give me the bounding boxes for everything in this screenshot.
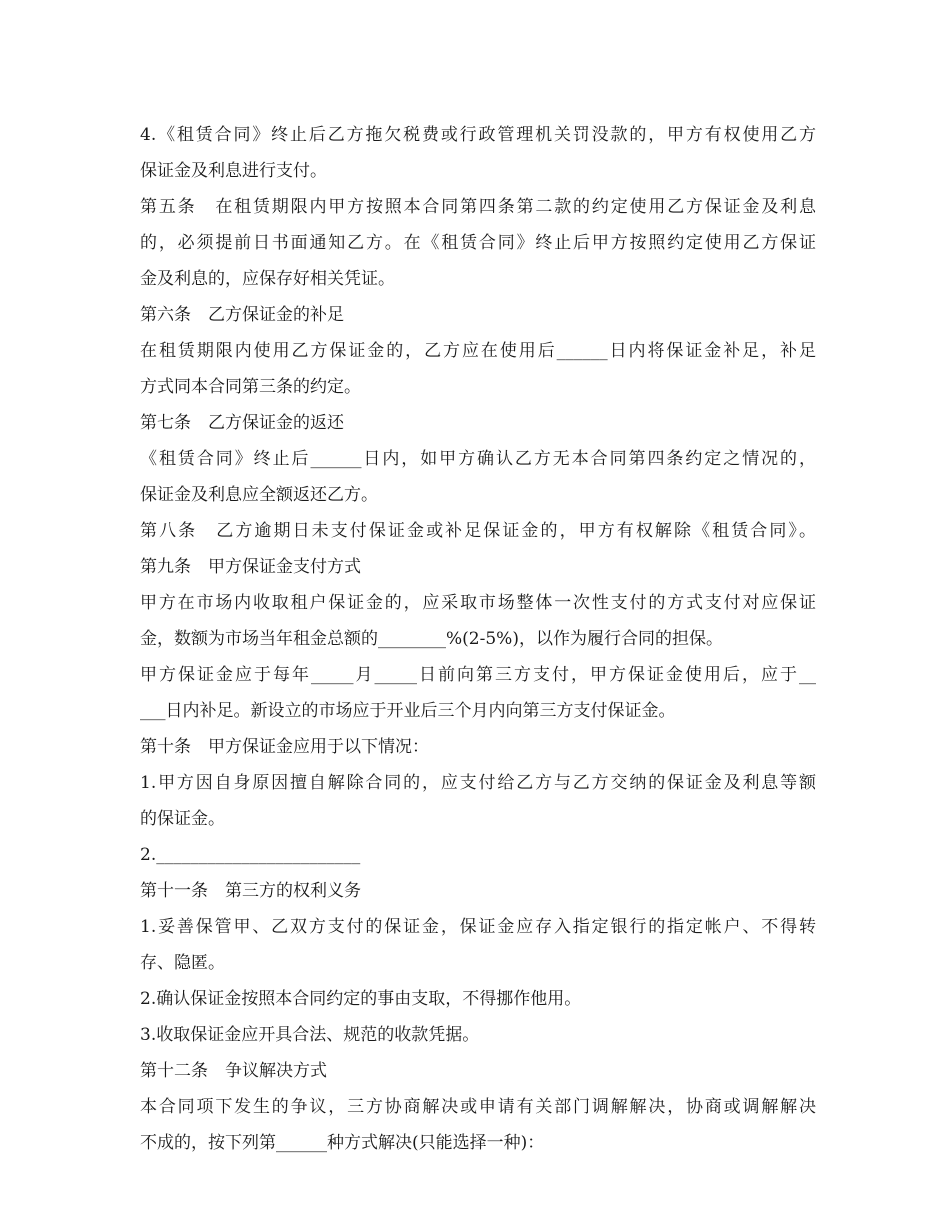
text-line: 保证金及利息应全额返还乙方。 xyxy=(140,485,378,505)
text-line: 甲方保证金应于每年_____月_____日前向第三方支付，甲方保证金使用后，应于__ xyxy=(140,665,816,685)
contract-text-body xyxy=(140,117,816,1161)
text-line: 1.甲方因自身原因擅自解除合同的，应支付给乙方与乙方交纳的保证金及利息等额 xyxy=(140,773,816,793)
article-10-heading: 第十条 甲方保证金应用于以下情况： xyxy=(140,737,429,757)
article-5-heading: 第五条 在租赁期限内甲方按照本合同第四条第二款的约定使用乙方保证金及利息 xyxy=(140,197,816,217)
blank-fill-line: 2.________________________ xyxy=(140,845,361,865)
text-line: ___日内补足。新设立的市场应于开业后三个月内向第三方支付保证金。 xyxy=(140,701,676,721)
article-12-heading: 第十二条 争议解决方式 xyxy=(140,1061,327,1081)
text-line: 3.收取保证金应开具合法、规范的收款凭据。 xyxy=(140,1025,480,1045)
text-line: 4.《租赁合同》终止后乙方拖欠税费或行政管理机关罚没款的，甲方有权使用乙方 xyxy=(140,125,816,145)
text-line: 金，数额为市场当年租金总额的________%(2-5%)，以作为履行合同的担保。 xyxy=(140,629,723,649)
text-line: 金及利息的，应保存好相关凭证。 xyxy=(140,269,395,289)
text-line: 《租赁合同》终止后______日内，如甲方确认乙方无本合同第四条约定之情况的， xyxy=(140,449,816,469)
text-line: 存、隐匿。 xyxy=(140,953,225,973)
article-7-heading: 第七条 乙方保证金的返还 xyxy=(140,413,344,433)
text-line: 的保证金。 xyxy=(140,809,225,829)
text-line: 方式同本合同第三条的约定。 xyxy=(140,377,361,397)
article-6-heading: 第六条 乙方保证金的补足 xyxy=(140,305,344,325)
article-9-heading: 第九条 甲方保证金支付方式 xyxy=(140,557,361,577)
article-8-heading: 第八条 乙方逾期日未支付保证金或补足保证金的，甲方有权解除《租赁合同》。 xyxy=(140,521,816,541)
article-11-heading: 第十一条 第三方的权利义务 xyxy=(140,881,361,901)
text-line: 甲方在市场内收取租户保证金的，应采取市场整体一次性支付的方式支付对应保证 xyxy=(140,593,816,613)
text-line: 的，必须提前日书面通知乙方。在《租赁合同》终止后甲方按照约定使用乙方保证 xyxy=(140,233,816,253)
text-line: 1.妥善保管甲、乙双方支付的保证金，保证金应存入指定银行的指定帐户、不得转 xyxy=(140,917,816,937)
text-line: 在租赁期限内使用乙方保证金的，乙方应在使用后______日内将保证金补足，补足 xyxy=(140,341,816,361)
text-line: 本合同项下发生的争议，三方协商解决或申请有关部门调解解决，协商或调解解决 xyxy=(140,1097,816,1117)
text-line: 保证金及利息进行支付。 xyxy=(140,161,327,181)
text-line: 2.确认保证金按照本合同约定的事由支取，不得挪作他用。 xyxy=(140,989,582,1009)
text-line: 不成的，按下列第______种方式解决(只能选择一种)： xyxy=(140,1133,545,1153)
